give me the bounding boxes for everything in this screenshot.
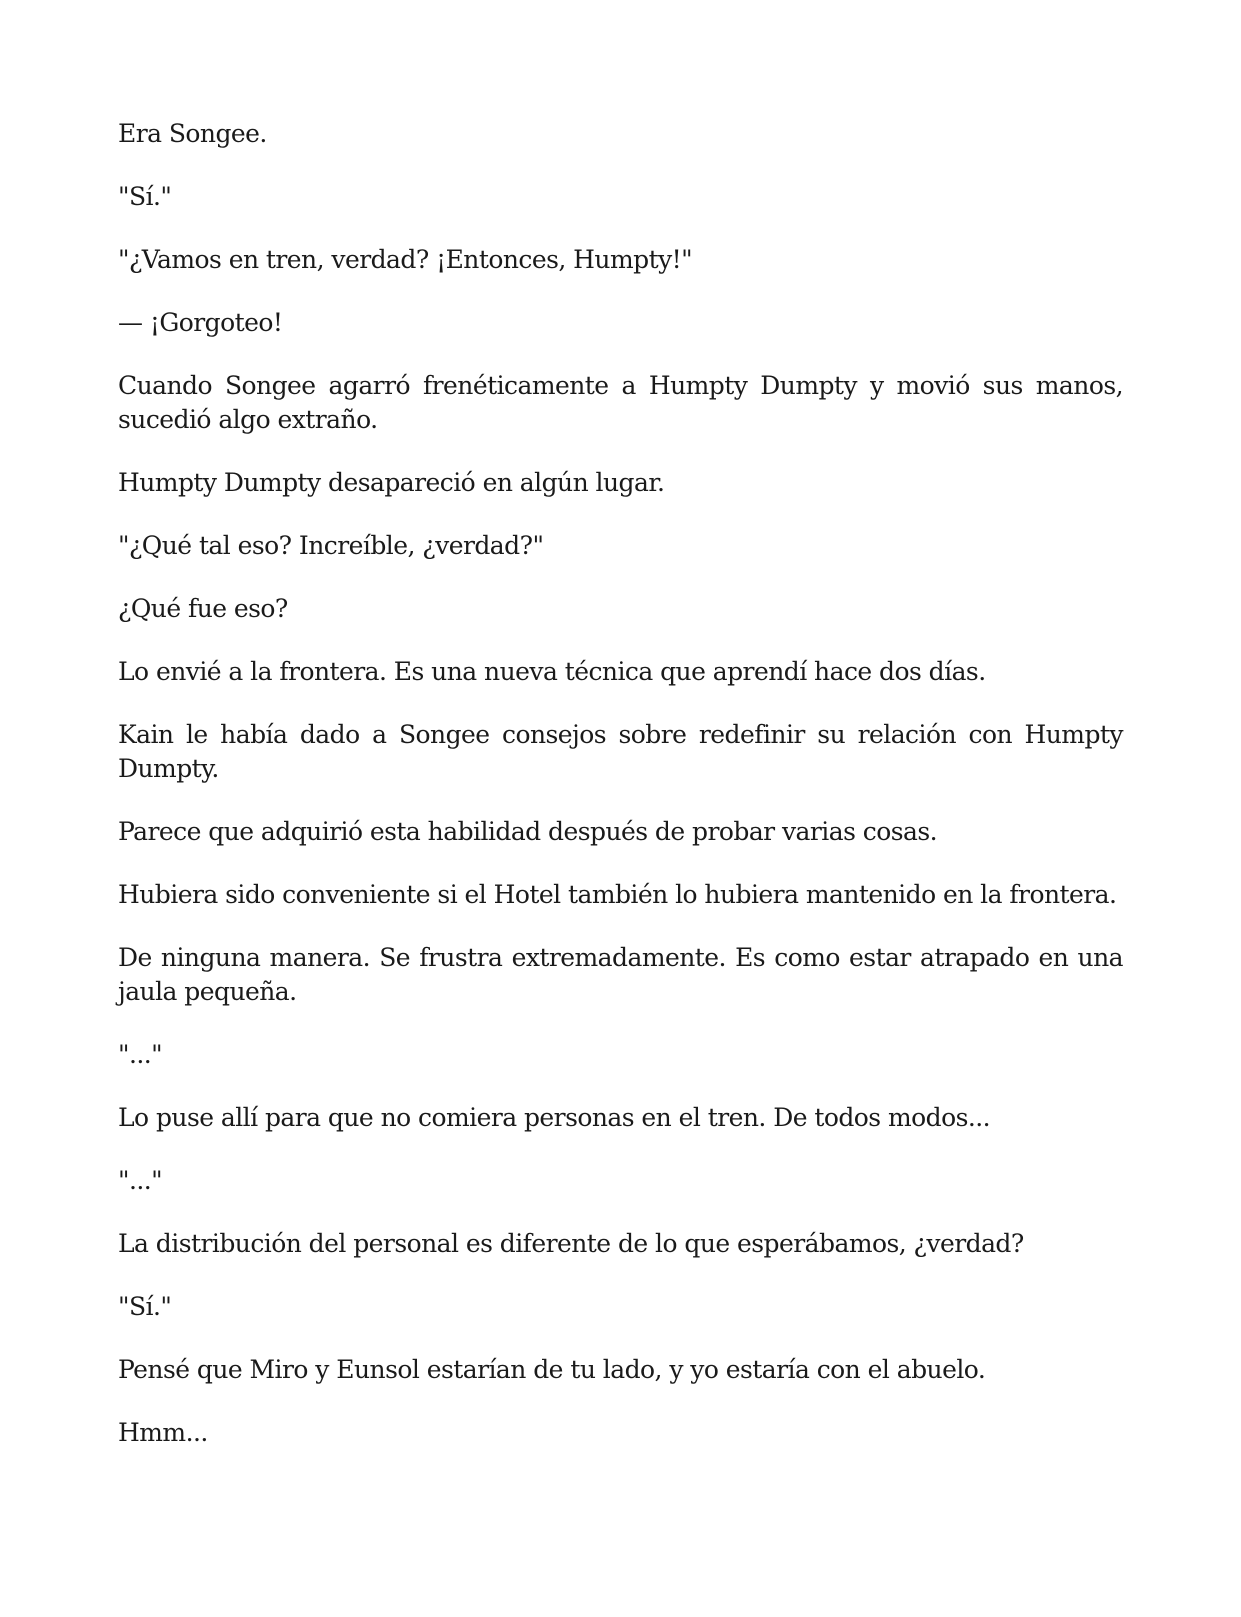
paragraph: Hubiera sido conveniente si el Hotel también lo hubiera mantenido en la frontera. (118, 880, 1117, 909)
paragraph: Cuando Songee agarró frenéticamente a Humpty Dumpty y movió sus manos, sucedió algo extraño. (118, 371, 1123, 434)
paragraph: Parece que adquirió esta habilidad después de probar varias cosas. (118, 817, 938, 846)
document-body (118, 117, 1123, 1479)
paragraph: "¿Qué tal eso? Increíble, ¿verdad?" (118, 531, 544, 560)
paragraph: Humpty Dumpty desapareció en algún lugar. (118, 468, 665, 497)
paragraph: "..." (118, 1040, 163, 1069)
paragraph: "¿Vamos en tren, verdad? ¡Entonces, Humpty!" (118, 245, 693, 274)
paragraph: De ninguna manera. Se frustra extremadamente. Es como estar atrapado en una jaula pequeña. (118, 943, 1123, 1006)
paragraph: Kain le había dado a Songee consejos sobre redefinir su relación con Humpty Dumpty. (118, 720, 1123, 783)
paragraph: Pensé que Miro y Eunsol estarían de tu lado, y yo estaría con el abuelo. (118, 1355, 986, 1384)
paragraph: Lo envié a la frontera. Es una nueva técnica que aprendí hace dos días. (118, 657, 986, 686)
paragraph: "Sí." (118, 182, 172, 211)
paragraph: La distribución del personal es diferente de lo que esperábamos, ¿verdad? (118, 1229, 1024, 1258)
paragraph: Hmm... (118, 1418, 208, 1447)
paragraph: Lo puse allí para que no comiera personas en el tren. De todos modos... (118, 1103, 991, 1132)
paragraph: — ¡Gorgoteo! (118, 308, 283, 337)
paragraph: "..." (118, 1166, 163, 1195)
paragraph: ¿Qué fue eso? (118, 594, 288, 623)
paragraph: "Sí." (118, 1292, 172, 1321)
paragraph: Era Songee. (118, 119, 267, 148)
